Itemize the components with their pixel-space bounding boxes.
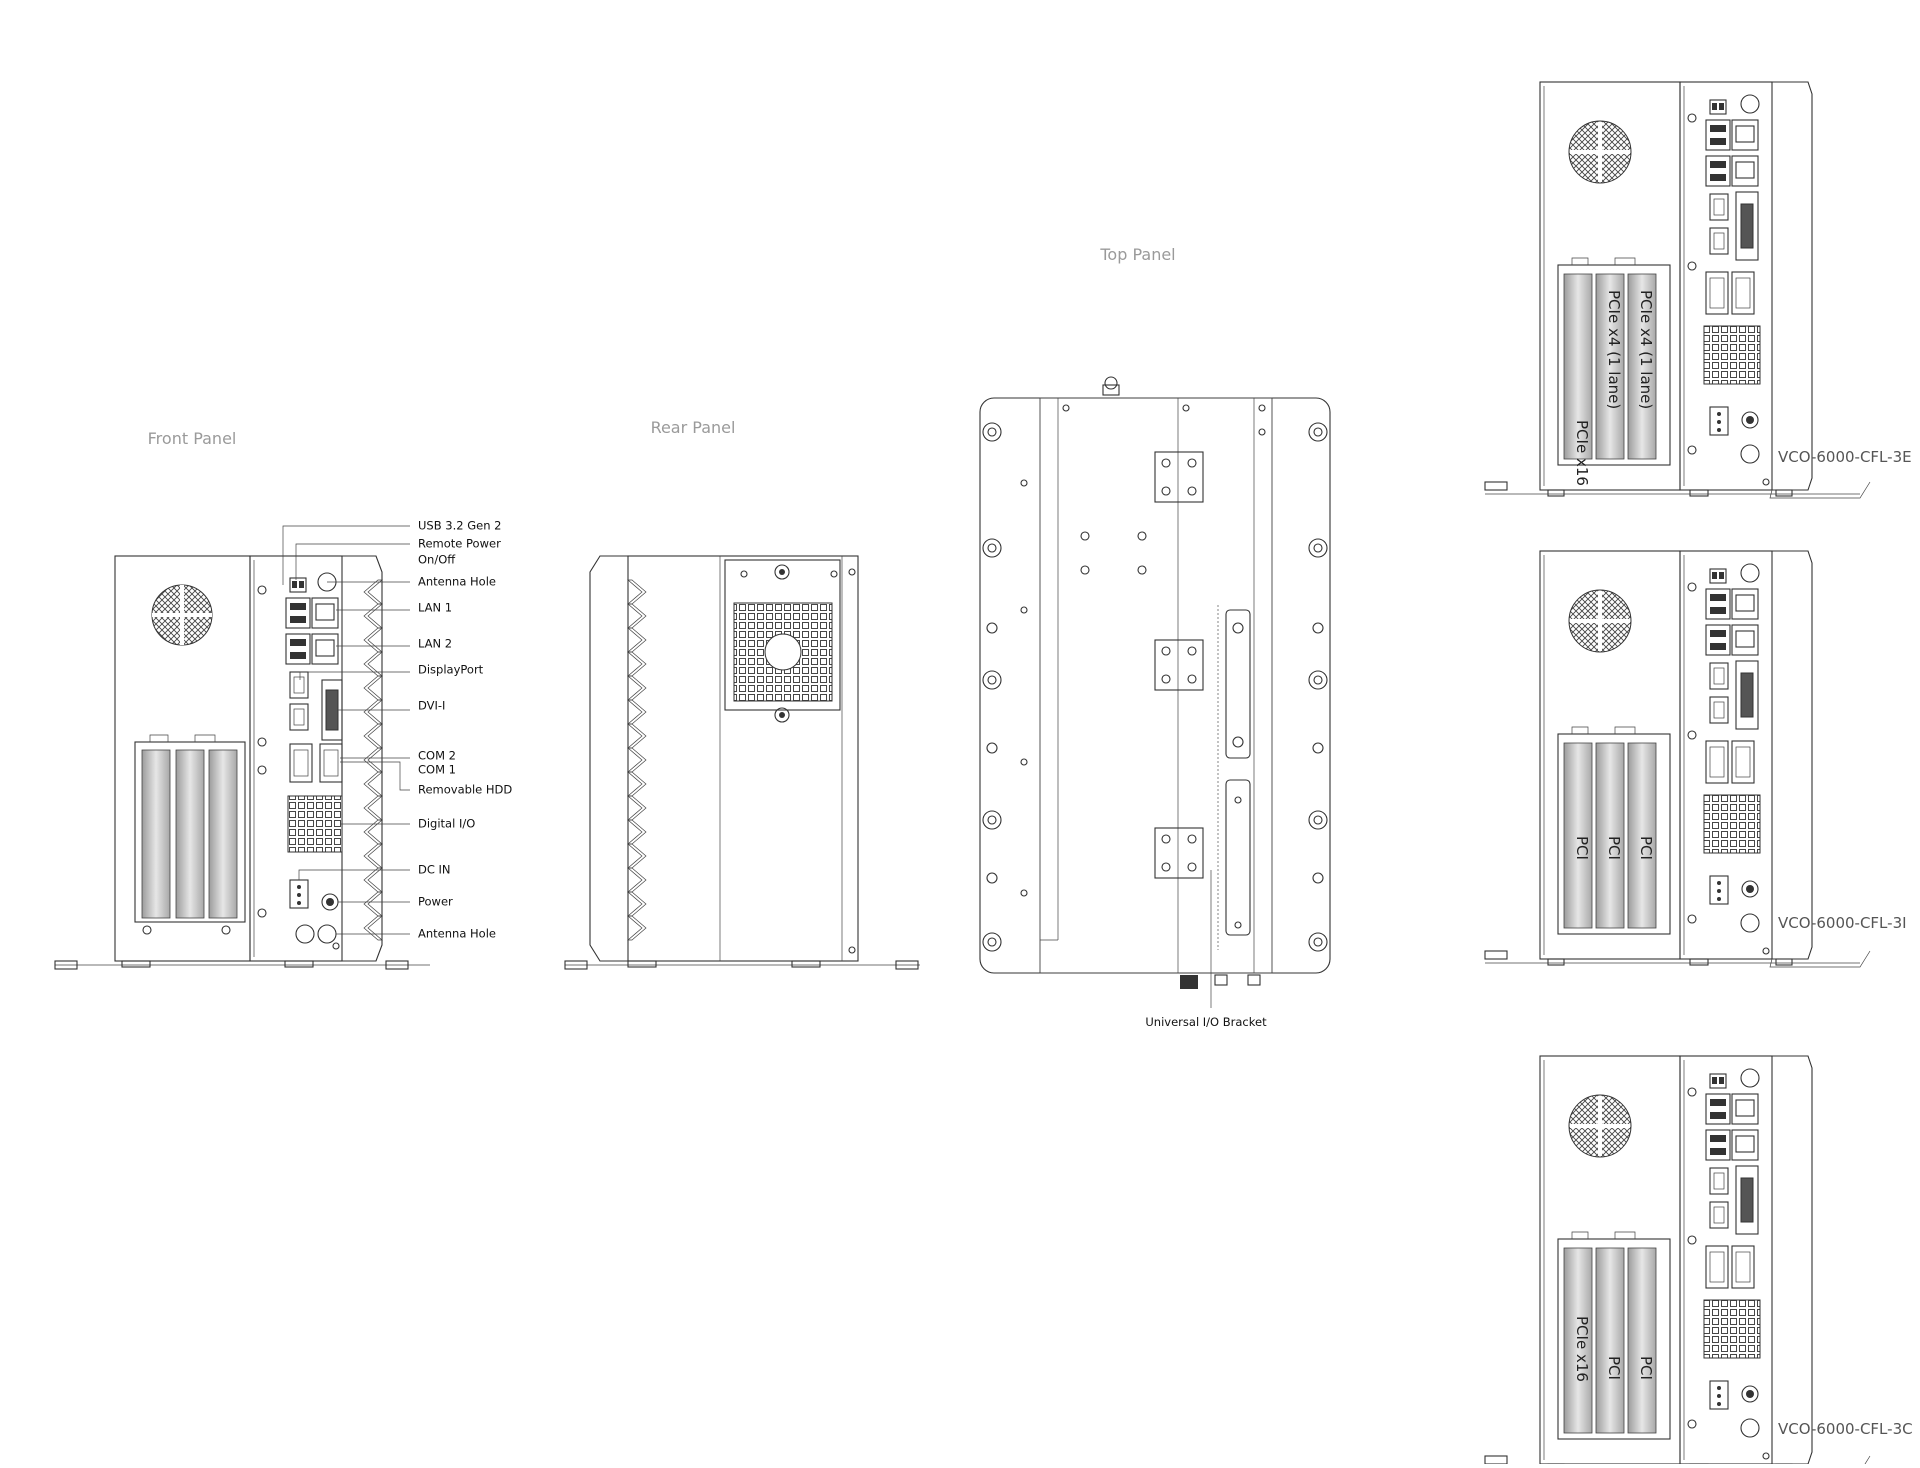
front-panel-title: Front Panel	[147, 429, 237, 448]
callout-com1: COM 1	[418, 762, 456, 777]
callout-antenna-top: Antenna Hole	[418, 574, 496, 589]
slot-label: PCI	[1605, 836, 1623, 860]
front-panel-drawing	[55, 526, 430, 969]
model-name-3e: VCO-6000-CFL-3E	[1778, 448, 1912, 466]
callout-com2: COM 2	[418, 748, 456, 763]
callout-antenna-bottom: Antenna Hole	[418, 926, 496, 941]
callout-lan2: LAN 2	[418, 636, 453, 651]
callout-hdd: Removable HDD	[418, 782, 513, 797]
slot-label: PCI	[1605, 1356, 1623, 1380]
rear-panel-title: Rear Panel	[650, 418, 736, 437]
callout-dvi: DVI-I	[418, 698, 446, 713]
slot-label: PCI	[1637, 1356, 1655, 1380]
model-3c-drawing	[1485, 1056, 1870, 1464]
slot-label: PCI	[1637, 836, 1655, 860]
model-name-3c: VCO-6000-CFL-3C	[1778, 1420, 1913, 1438]
callout-power: Power	[418, 894, 453, 909]
slot-label: PCIe x4 (1 lane)	[1637, 290, 1655, 410]
callout-usb: USB 3.2 Gen 2	[418, 518, 502, 533]
model-name-3i: VCO-6000-CFL-3I	[1778, 914, 1907, 932]
top-panel-title: Top Panel	[1100, 245, 1176, 264]
top-panel-drawing	[980, 377, 1330, 1008]
slot-label: PCI	[1573, 836, 1591, 860]
rear-panel-drawing	[565, 556, 920, 969]
model-3i-drawing	[1485, 551, 1870, 967]
model-3i-slot-labels	[1573, 836, 1655, 860]
callout-dcin: DC IN	[418, 862, 451, 877]
callout-lan1: LAN 1	[418, 600, 453, 615]
slot-label: PCIe x16	[1573, 1316, 1591, 1382]
callout-displayport: DisplayPort	[418, 662, 484, 677]
model-3e-drawing	[1485, 82, 1870, 498]
callout-universal-io-bracket: Universal I/O Bracket	[1145, 1015, 1267, 1029]
callout-remote-power-2: On/Off	[418, 552, 456, 567]
slot-label: PCIe x4 (1 lane)	[1605, 290, 1623, 410]
callout-remote-power-1: Remote Power	[418, 536, 501, 551]
callout-dio: Digital I/O	[418, 816, 476, 831]
slot-label: PCIe x16	[1573, 420, 1591, 486]
